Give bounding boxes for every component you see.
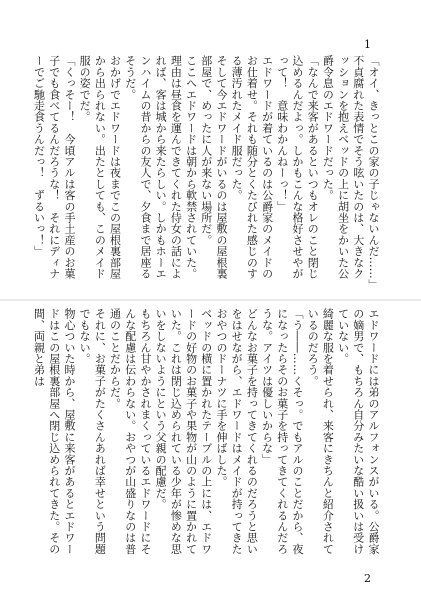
paragraph: エドワードには弟のアルフォンスがいる。公爵家の嫡男で、もちろん自分みたいな酷い扱いは受けていない。 <box>336 308 380 555</box>
paragraph: 「くっそー！ 今頃アルは客の手土産のお菓子でも食べてるんだろうな！ それにディナーでご馳走食うんだっ！ ずるいっ！」 <box>32 55 76 279</box>
paragraph: 綺麗な服を着せられ、来客にきちんと紹介されているのだろう。 <box>306 308 335 555</box>
paragraph: 「なんで来客があるといつもオレのこと閉じ込めるんだよっ。しかもこんな格好させやがって！ 意味わかんねーっ！」 <box>275 55 320 279</box>
vertical-text-block <box>32 55 381 291</box>
page-number: 1 <box>364 38 371 51</box>
paragraph: おかげでエドワードは夜までこの屋根裏部屋から出られない。出たとしても、このメイド服の姿でだ。 <box>78 55 122 279</box>
paragraph: 「う――……くそっ。でもアルのことだから、夜になったらそのお菓子を持ってきてくれるんだろうな。アイツは優しいからな」 <box>260 308 304 555</box>
paragraph: ベッドの横に置かれたテーブルの上には、エドワードの好物のお菓子や果物が山のように置かれていた。これは閉じ込められている少年が惨めな思いをしないようにという父親の配慮だ。 <box>154 308 213 555</box>
paragraph: もちろん甘やかされまくっているエドワードにそんな配慮は伝わらない。おやつが山盛りなのは普通のことだからだ。 <box>108 308 152 555</box>
paragraph: ここへエドワードは朝から軟禁されていた。理由は昼食を運んできてくれた侍女の話によれば、客は城から来たらしい。しかもホーエンハイムの昔からの友人で、夕食まで居座るそうだ。 <box>123 55 198 279</box>
paragraph: それに、お菓子がたくさんあれば幸せという問題でもない。 <box>78 308 107 555</box>
paragraph: 物心ついた時から、屋敷に来客があるとエドワードはこの屋根裏部屋へ閉じ込められてきた。その間、両親と弟は <box>32 308 76 555</box>
paragraph: そして今エドワードがいるのは屋敷の屋根裏部屋で、めったに人が来ない場所だ。 <box>199 55 228 279</box>
page-2 <box>0 300 421 600</box>
paragraph: エドワードが着ているのは公爵家のメイドのお仕着せ。それも随分とくたびれた感じのする薄汚れたメイド服だった。 <box>230 55 274 279</box>
paragraph: 「オイ、きっとこの家の子じゃないんだ……」 <box>367 55 380 291</box>
paragraph: 不貞腐れた表情でそう呟いたのは、大きなクッションを抱えベッドの上に胡坐をかいた公爵令息のエドワードだった。 <box>321 55 365 279</box>
vertical-text-block <box>32 308 381 563</box>
paragraph: どんなお菓子を持ってきてくれるのだろうと思いをはせながら、エドワードはメイドが持ってきたおやつのドーナツに手を伸ばした。 <box>214 308 259 555</box>
page-number: 2 <box>364 572 371 585</box>
